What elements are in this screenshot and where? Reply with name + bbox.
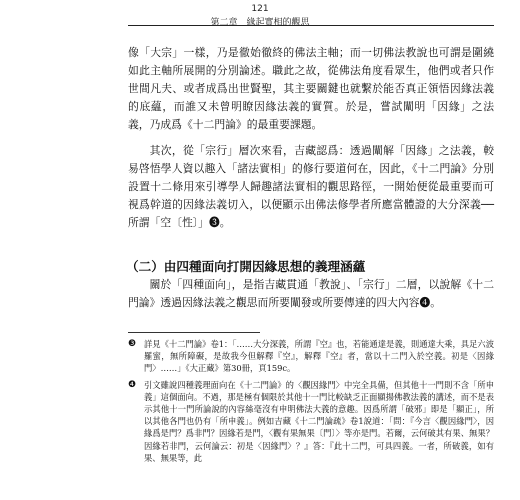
section-body [128, 276, 494, 312]
footnote-marker: ❸ [128, 339, 137, 349]
footnote-marker: ❹ [128, 379, 137, 390]
body-paragraph-1: 像「大宗」一樣，乃是徹始徹終的佛法主軸；而一切佛法教說也可謂是圍繞如此主軸所展開的分別論述。職此之故，從佛法角度看眾生，他們或者只作世間凡夫、或者成爲出世賢聖，其主要關鍵也就繫於能否真正領悟因緣法義的底蘊，而誰又未曾明瞭因緣法義的實質。於是，嘗試闡明「因緣」之法義，乃成爲《十二門論》的最重要課題。 [128, 46, 494, 131]
header-rule [128, 25, 494, 26]
footnote-text: 引文雖說四種義理面向在《十二門論》的〈觀因緣門〉中完全具備，但其他十一門則不含「所申義」這個面向。不過，那是極有個限於其他十一門比較缺乏正面顯揚佛教法義的講述，而不是表示其他十一門所論說的內容絲毫沒有申明佛法大義的意趣。因爲所謂「破邪」即是「顯正」，所以其他各門也仍有「所申義」。例如吉藏《十二門論疏》卷1說道：「問：『今言〈觀因緣門〉，因緣爲是門？爲非門？因緣若是門，〈觀有果無果〔門〕〉等亦是門。若爾，云何破其有果、無果？因緣若非門，云何論云：初是〈因緣門〉？』答：『此十二門，可具四義。一者，所破義，如有果、無果等，此 [144, 379, 494, 463]
running-head: 第二章 緣起實相的觀思 [210, 18, 310, 28]
section-paragraph: 關於「四種面向」，是指吉藏貫通「教說」、「宗行」二層，以說解《十二門論》透過因緣法義之觀思而所要闡發或所要傳達的四大內容❹。 [128, 278, 494, 309]
footnote-4 [128, 379, 494, 464]
footnote-rule [128, 332, 260, 333]
page-number: 121 [251, 4, 269, 14]
footnote-3 [128, 338, 494, 375]
section-heading: （二）由四種面向打開因緣思想的義理涵蘊 [126, 259, 366, 274]
footnote-text: 詳見《十二門論》卷1：「……大分深義，所謂『空』也，若能通達是義，則通達大乘，具足六波羅蜜，無所障礙，是故我今但解釋『空』，解釋『空』者，當以十二門入於空義。初是〈因緣門〉……」《大正藏》第30冊，頁159c。 [144, 339, 494, 374]
footnotes [128, 338, 494, 468]
body-text [128, 44, 494, 232]
body-paragraph-2: 其次，從「宗行」層次來看，吉藏認爲：透過闡解「因緣」之法義，較易啓悟學人資以趣入「諸法實相」的修行要道何在，因此，《十二門論》分別設置十二條用來引導學人歸趣諸法實相的觀思路徑，一開始便從最重要而可視爲幹道的因緣法義切入，以便顯示出佛法修學者所應當體證的大分深義── 所謂「空〔性〕」❸。 [128, 144, 494, 229]
